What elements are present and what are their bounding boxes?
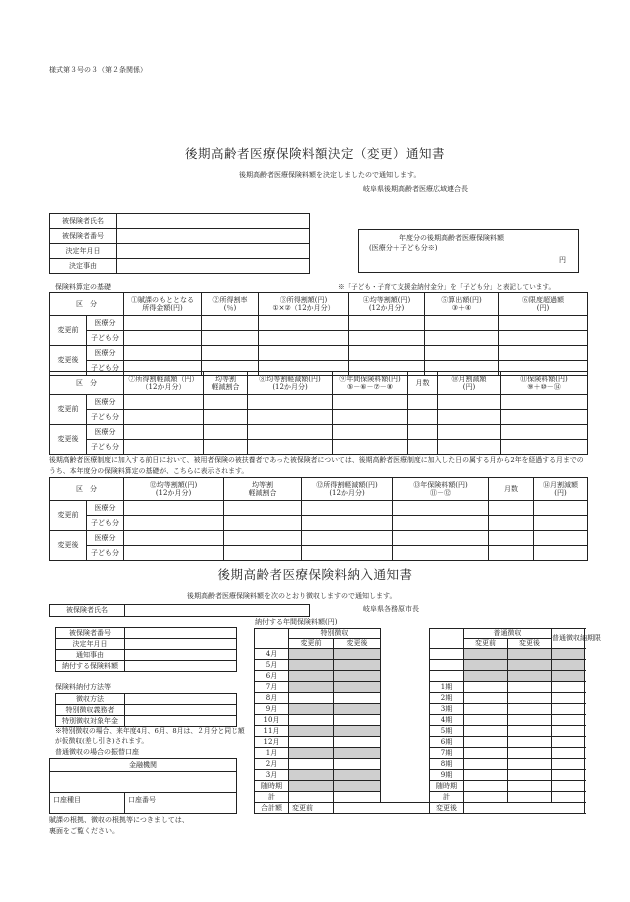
annual-premium-formula: (医療分＋子ども分※) xyxy=(369,244,438,252)
payer-info-table xyxy=(55,627,237,672)
regular-after-cell xyxy=(508,759,552,770)
special-before-cell xyxy=(289,748,334,759)
basis-table-2 xyxy=(49,371,588,455)
month-label: 2月 xyxy=(255,759,289,770)
notice-intro: 後期高齢者医療保険料額を決定しましたので通知します。 xyxy=(239,171,421,179)
per-capita-reduction-header: ⑧均等割軽減額(円) (12か月分) xyxy=(248,372,333,395)
special-after-cell xyxy=(334,715,381,726)
special-after-cell xyxy=(334,682,381,693)
regular-after-cell xyxy=(508,649,552,660)
account-type-label: 口座種目 xyxy=(50,793,125,814)
schedule-table xyxy=(254,628,601,814)
period-label: 2期 xyxy=(430,693,464,704)
kind-child: 子ども分 xyxy=(87,410,124,425)
month-label: 11月 xyxy=(255,726,289,737)
special-after-cell xyxy=(334,660,381,671)
after-header: 変更後 xyxy=(508,639,552,649)
special-before-cell xyxy=(289,649,334,660)
month-label: 5月 xyxy=(255,660,289,671)
period-label: 3期 xyxy=(430,704,464,715)
special-after-cell xyxy=(334,759,381,770)
special-before-cell xyxy=(289,715,334,726)
special-after-cell xyxy=(334,671,381,682)
annual-premium-header: ⑨年間保険料額(円) ⑤－⑥－⑦－⑧ xyxy=(333,372,408,395)
special-before-cell xyxy=(289,726,334,737)
row-label: 随時期 xyxy=(430,781,464,792)
regular-before-cell xyxy=(464,715,508,726)
notice-title: 後期高齢者医療保険料額決定（変更）通知書 xyxy=(184,146,445,161)
issuer-name: 岐阜県後期高齢者医療広域連合長 xyxy=(363,185,468,193)
kind-child: 子ども分 xyxy=(87,516,124,531)
deadline-cell xyxy=(552,671,585,682)
bank-name-field[interactable] xyxy=(50,772,237,793)
income-rate-header: ②所得割率 (％) xyxy=(202,293,259,316)
regular-after-cell xyxy=(508,682,552,693)
kodomo-note: ※「子ども・子育て支援金納付金分」を「子ども分」と表記しています。 xyxy=(338,283,556,291)
months-header: 月数 xyxy=(408,372,438,395)
insured-info-table xyxy=(49,213,310,274)
deadline-cell xyxy=(552,682,585,693)
regular-before-cell xyxy=(464,748,508,759)
regular-before-cell xyxy=(464,682,508,693)
month-label: 12月 xyxy=(255,737,289,748)
regular-after-cell xyxy=(508,693,552,704)
month-label: 9月 xyxy=(255,704,289,715)
period-label xyxy=(430,671,464,682)
month-label: 6月 xyxy=(255,671,289,682)
row-label: 随時期 xyxy=(255,781,289,792)
account-number-label: 口座番号 xyxy=(125,793,237,814)
month-label: 3月 xyxy=(255,770,289,781)
category-header: 区 分 xyxy=(50,372,124,395)
yen-unit: 円 xyxy=(559,256,566,264)
regular-after-cell xyxy=(508,770,552,781)
month-label: 7月 xyxy=(255,682,289,693)
deadline-cell xyxy=(552,704,585,715)
category-header: 区 分 xyxy=(50,293,124,316)
period-label xyxy=(430,649,464,660)
row-label: 計 xyxy=(430,792,464,803)
regular-after-cell xyxy=(508,671,552,682)
deadline-cell xyxy=(552,715,585,726)
regular-before-cell xyxy=(464,693,508,704)
payer-name-table xyxy=(49,604,310,617)
kind-medical: 医療分 xyxy=(87,395,124,410)
period-label: 6期 xyxy=(430,737,464,748)
group-after: 変更後 xyxy=(50,531,87,561)
reduction-ratio-header: 均等割 軽減割合 xyxy=(224,478,302,501)
annual-premium-header: ⑬年保険料額(円) ⑪－⑫ xyxy=(393,478,489,501)
bank-table xyxy=(49,758,237,814)
regular-collection-header: 普通徴収 xyxy=(464,629,552,639)
grand-total-label: 合計額 xyxy=(255,803,289,814)
special-before-cell xyxy=(289,693,334,704)
payer-name-label: 被保険者氏名 xyxy=(50,605,125,617)
monthly-reduction-header: ⑩月割減額 (円) xyxy=(438,372,501,395)
deadline-cell xyxy=(552,759,585,770)
months-header: 月数 xyxy=(489,478,534,501)
regular-before-cell xyxy=(464,737,508,748)
special-collection-note: ※特別徴収の場合、来年度4月、6月、8月は、２月分と同じ額が仮徴収(差し引き)されます。 xyxy=(55,727,245,745)
regular-after-cell xyxy=(508,660,552,671)
before-header: 変更前 xyxy=(289,639,334,649)
computed-amount-header: ⑤算出額(円) ③＋④ xyxy=(425,293,499,316)
payment-method-table xyxy=(55,693,237,727)
month-label: 1月 xyxy=(255,748,289,759)
kind-child: 子ども分 xyxy=(87,331,124,346)
annual-amount-header: 納付する年間保険料額(円) xyxy=(255,618,338,626)
payment-notice-title: 後期高齢者医療保険料納入通知書 xyxy=(217,567,413,582)
month-label: 4月 xyxy=(255,649,289,660)
month-label: 10月 xyxy=(255,715,289,726)
deadline-cell xyxy=(552,737,585,748)
decision-date-label: 決定年月日 xyxy=(50,244,117,259)
income-reduction-header: ⑦所得割軽減額（円） （12か月分） xyxy=(124,372,204,395)
regular-before-cell xyxy=(464,726,508,737)
regular-before-cell xyxy=(464,770,508,781)
kind-medical: 医療分 xyxy=(87,531,124,546)
special-before-cell xyxy=(289,704,334,715)
special-after-cell xyxy=(334,737,381,748)
period-label: 9期 xyxy=(430,770,464,781)
special-collection-header: 特別徴収 xyxy=(289,629,381,639)
income-reduction-header: ⑫所得割軽減額(円) (12か月分) xyxy=(302,478,393,501)
regular-before-cell xyxy=(464,660,508,671)
deadline-cell xyxy=(552,748,585,759)
excess-amount-header: ⑥限度超過額 (円) xyxy=(499,293,588,316)
footer-line-2: 裏面をご覧ください。 xyxy=(49,827,119,835)
monthly-reduction-header: ⑭月割減額 (円) xyxy=(534,478,588,501)
before-header: 変更前 xyxy=(464,639,508,649)
special-after-cell xyxy=(334,726,381,737)
insured-number-label: 被保険者番号 xyxy=(50,229,117,244)
period-label: 7期 xyxy=(430,748,464,759)
basis-table-1 xyxy=(49,292,588,376)
notice-reason-label: 通知事由 xyxy=(56,650,125,661)
deadline-header: 普通徴収納期限 xyxy=(552,629,585,649)
bank-header: 金融機関 xyxy=(50,759,237,772)
payment-issuer: 岐阜県各務原市長 xyxy=(363,605,419,613)
payable-amount-label: 納付する保険料額 xyxy=(56,661,125,672)
group-after: 変更後 xyxy=(50,425,87,455)
regular-after-cell xyxy=(508,726,552,737)
per-capita-header: ⑫均等割額(円) (12か月分) xyxy=(124,478,224,501)
group-before: 変更前 xyxy=(50,501,87,531)
regular-before-cell xyxy=(464,649,508,660)
deadline-cell xyxy=(552,649,585,660)
decision-reason-field[interactable] xyxy=(117,259,310,274)
payer-name-field[interactable] xyxy=(125,605,310,617)
deadline-cell xyxy=(552,726,585,737)
decision-date-field[interactable] xyxy=(117,244,310,259)
period-label: 1期 xyxy=(430,682,464,693)
footer-line-1: 賦課の根拠、徴収の根拠等につきましては、 xyxy=(49,816,189,824)
annual-premium-box xyxy=(358,229,579,273)
kind-medical: 医療分 xyxy=(87,346,124,361)
reduction-ratio-header: 均等割 軽減割合 xyxy=(204,372,248,395)
after-header: 変更後 xyxy=(334,639,381,649)
group-after: 変更後 xyxy=(50,346,87,376)
kind-child: 子ども分 xyxy=(87,361,124,376)
decision-date-label: 決定年月日 xyxy=(56,639,125,650)
insured-number-label: 被保険者番号 xyxy=(56,628,125,639)
dependent-note: 後期高齢者医療制度に加入する前日において、被用者保険の被扶養者であった被保険者については、後期高齢者医療制度に加入した日の属する月から2年を経過する月までのうち、本年度分の保険料算定の基礎が、こちらに表示されます。 xyxy=(49,456,584,475)
payment-notice-intro: 後期高齢者医療保険料額を次のとおり徴収しますので通知します。 xyxy=(187,592,397,600)
insured-number-field[interactable] xyxy=(117,229,310,244)
special-before-cell xyxy=(289,671,334,682)
special-after-cell xyxy=(334,649,381,660)
period-label: 4期 xyxy=(430,715,464,726)
collector-label: 特別徴収義務者 xyxy=(56,705,125,716)
special-after-cell xyxy=(334,704,381,715)
insured-name-label: 被保険者氏名 xyxy=(50,214,117,229)
deadline-cell xyxy=(552,693,585,704)
special-after-cell xyxy=(334,770,381,781)
grand-total-after: 変更後 xyxy=(430,803,464,814)
deadline-cell xyxy=(552,660,585,671)
pension-label: 特別徴収対象年金 xyxy=(56,716,125,727)
group-before: 変更前 xyxy=(50,395,87,425)
form-number: 様式第３号の３（第２条関係） xyxy=(49,66,147,74)
basis-table-3 xyxy=(49,477,588,561)
special-before-cell xyxy=(289,759,334,770)
grand-total-before: 変更前 xyxy=(289,803,334,814)
kind-medical: 医療分 xyxy=(87,501,124,516)
period-label xyxy=(430,660,464,671)
basis-label: 保険料算定の基礎 xyxy=(55,283,111,291)
special-before-cell xyxy=(289,737,334,748)
payment-method-title: 保険料納付方法等 xyxy=(55,683,111,691)
special-before-cell xyxy=(289,660,334,671)
regular-before-cell xyxy=(464,704,508,715)
deadline-cell xyxy=(552,770,585,781)
kind-medical: 医療分 xyxy=(87,425,124,440)
per-capita-header: ④均等割額(円) (12か月分) xyxy=(349,293,425,316)
kind-child: 子ども分 xyxy=(87,440,124,455)
special-after-cell xyxy=(334,693,381,704)
period-label: 5期 xyxy=(430,726,464,737)
regular-after-cell xyxy=(508,715,552,726)
kind-child: 子ども分 xyxy=(87,546,124,561)
regular-before-cell xyxy=(464,759,508,770)
category-header: 区 分 xyxy=(50,478,124,501)
regular-before-cell xyxy=(464,671,508,682)
kind-medical: 医療分 xyxy=(87,316,124,331)
row-label: 計 xyxy=(255,792,289,803)
decision-reason-label: 決定事由 xyxy=(50,259,117,274)
regular-after-cell xyxy=(508,748,552,759)
regular-after-cell xyxy=(508,704,552,715)
premium-amount-header: ⑪保険料額(円) ⑨＋⑩－⑭ xyxy=(501,372,588,395)
period-label: 8期 xyxy=(430,759,464,770)
annual-premium-label: 年度分の後期高齢者医療保険料額 xyxy=(399,234,504,242)
regular-after-cell xyxy=(508,737,552,748)
income-base-header: ①賦課のもととなる 所得金額(円) xyxy=(124,293,202,316)
group-before: 変更前 xyxy=(50,316,87,346)
collection-method-label: 徴収方法 xyxy=(56,694,125,705)
bank-title: 普通徴収の場合の振替口座 xyxy=(55,748,139,756)
special-after-cell xyxy=(334,748,381,759)
insured-name-field[interactable] xyxy=(117,214,310,229)
special-before-cell xyxy=(289,682,334,693)
month-label: 8月 xyxy=(255,693,289,704)
income-levy-header: ③所得割額(円) ①×②（12か月分） xyxy=(259,293,349,316)
special-before-cell xyxy=(289,770,334,781)
